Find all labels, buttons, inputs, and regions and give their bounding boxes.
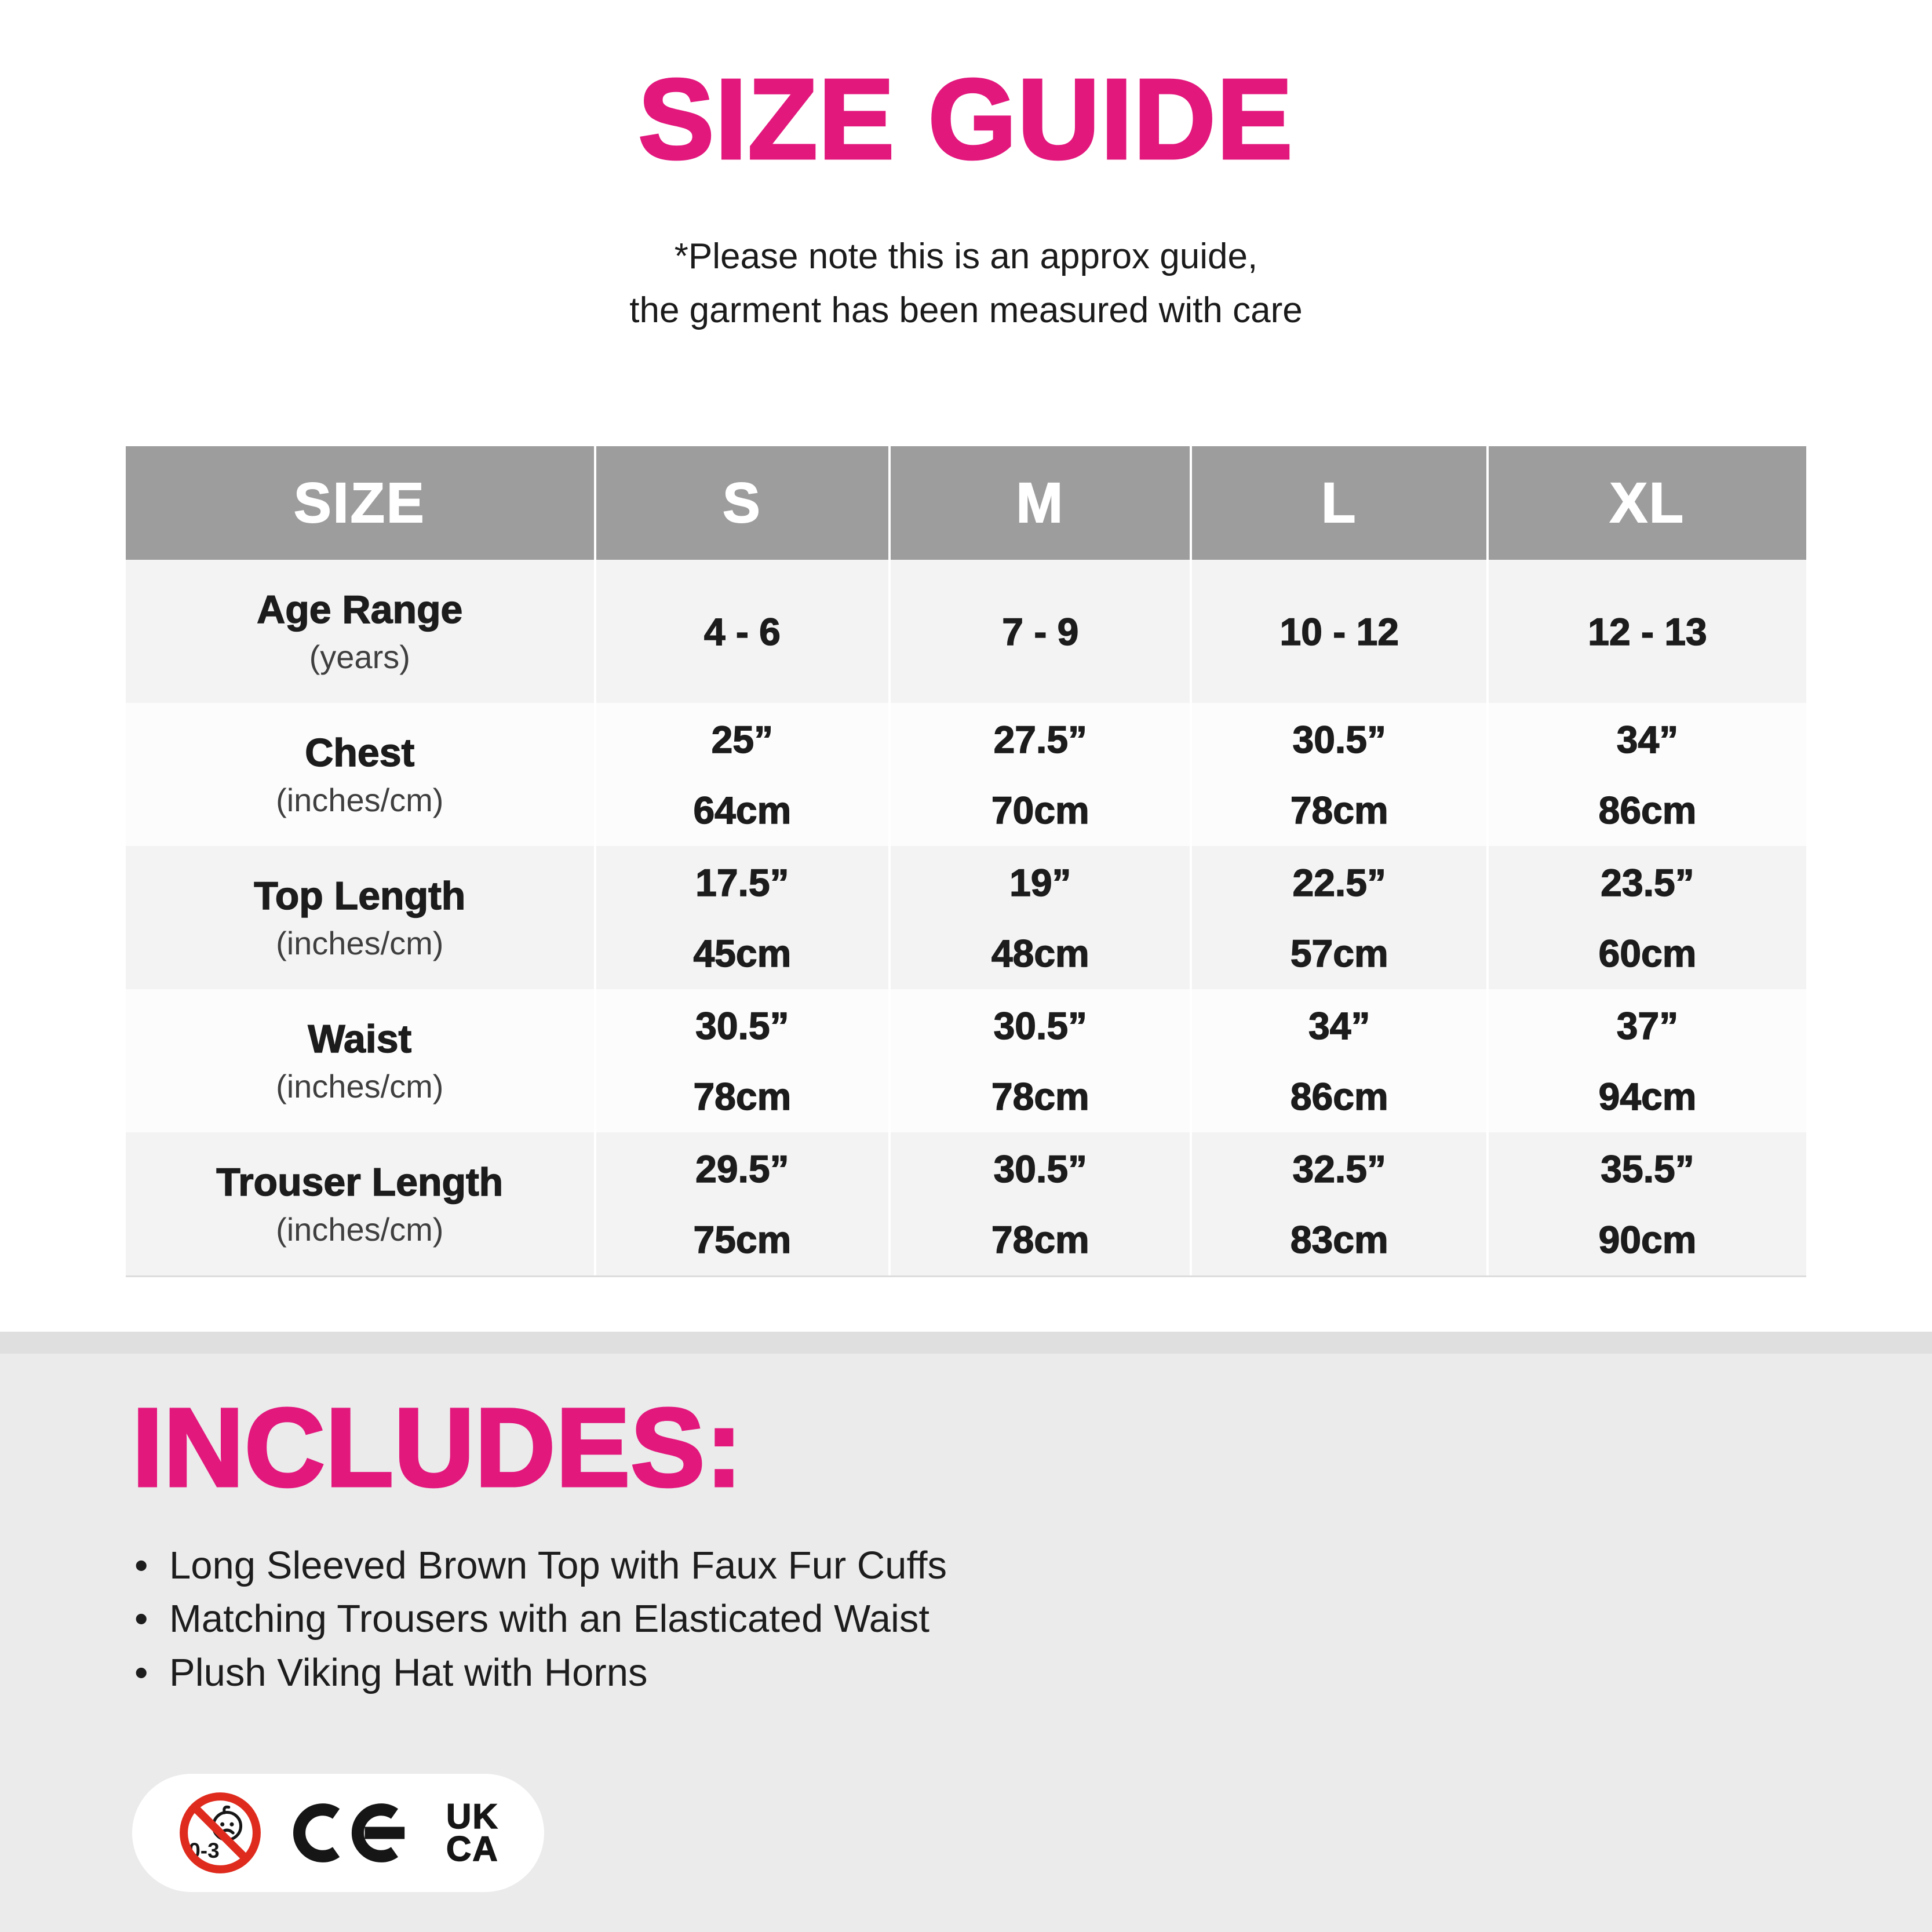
row-label-top-length: Top Length (inches/cm) [126,846,594,989]
row-label-waist: Waist (inches/cm) [126,989,594,1132]
certification-badges [132,1774,544,1892]
age-range-label: 0-3 [188,1839,220,1863]
table-cell: 7 - 9 [891,560,1190,703]
ukca-line-ca: CA [446,1829,499,1869]
list-item: • Plush Viking Hat with Horns [132,1646,1932,1700]
table-cell: 17.5” 45cm [596,846,889,989]
table-cell: 22.5” 57cm [1192,846,1486,989]
table-cell: 27.5” 70cm [891,703,1190,846]
page-title: SIZE GUIDE [638,56,1294,183]
table-cell: 32.5” 83cm [1192,1132,1486,1275]
table-cell: 25” 64cm [596,703,889,846]
includes-heading: INCLUDES: [132,1385,743,1510]
approx-guide-note [0,229,1932,337]
row-label-trouser-length: Trouser Length (inches/cm) [126,1132,594,1275]
row-label-age-range: Age Range (years) [126,560,594,703]
table-cell: 19” 48cm [891,846,1190,989]
table-header-s: S [596,446,889,560]
section-divider [0,1332,1932,1354]
ce-mark-icon [293,1801,416,1865]
table-header-xl: XL [1489,446,1806,560]
ukca-mark-icon [446,1796,499,1869]
table-cell: 30.5” 78cm [596,989,889,1132]
table-header-m: M [891,446,1190,560]
note-line-1: *Please note this is an approx guide, [674,236,1258,276]
ukca-line-uk: UK [446,1796,499,1836]
table-cell: 30.5” 78cm [891,1132,1190,1275]
note-line-2: the garment has been measured with care [629,290,1303,330]
table-cell: 30.5” 78cm [1192,703,1486,846]
table-cell: 29.5” 75cm [596,1132,889,1275]
table-cell: 30.5” 78cm [891,989,1190,1132]
table-cell: 23.5” 60cm [1489,846,1806,989]
table-cell: 4 - 6 [596,560,889,703]
table-cell: 37” 94cm [1489,989,1806,1132]
table-cell: 10 - 12 [1192,560,1486,703]
table-cell: 34” 86cm [1489,703,1806,846]
table-header-l: L [1192,446,1486,560]
table-cell: 34” 86cm [1192,989,1486,1132]
age-warning-0-3-icon [177,1790,263,1876]
list-item: • Long Sleeved Brown Top with Faux Fur Cuffs [132,1539,1932,1592]
table-cell: 35.5” 90cm [1489,1132,1806,1275]
includes-section [0,1354,1932,1932]
spacer [0,1277,1932,1332]
table-header-size: SIZE [126,446,594,560]
row-label-chest: Chest (inches/cm) [126,703,594,846]
size-table [126,446,1806,1277]
list-item: • Matching Trousers with an Elasticated Waist [132,1592,1932,1646]
table-cell: 12 - 13 [1489,560,1806,703]
includes-list [132,1539,1932,1700]
